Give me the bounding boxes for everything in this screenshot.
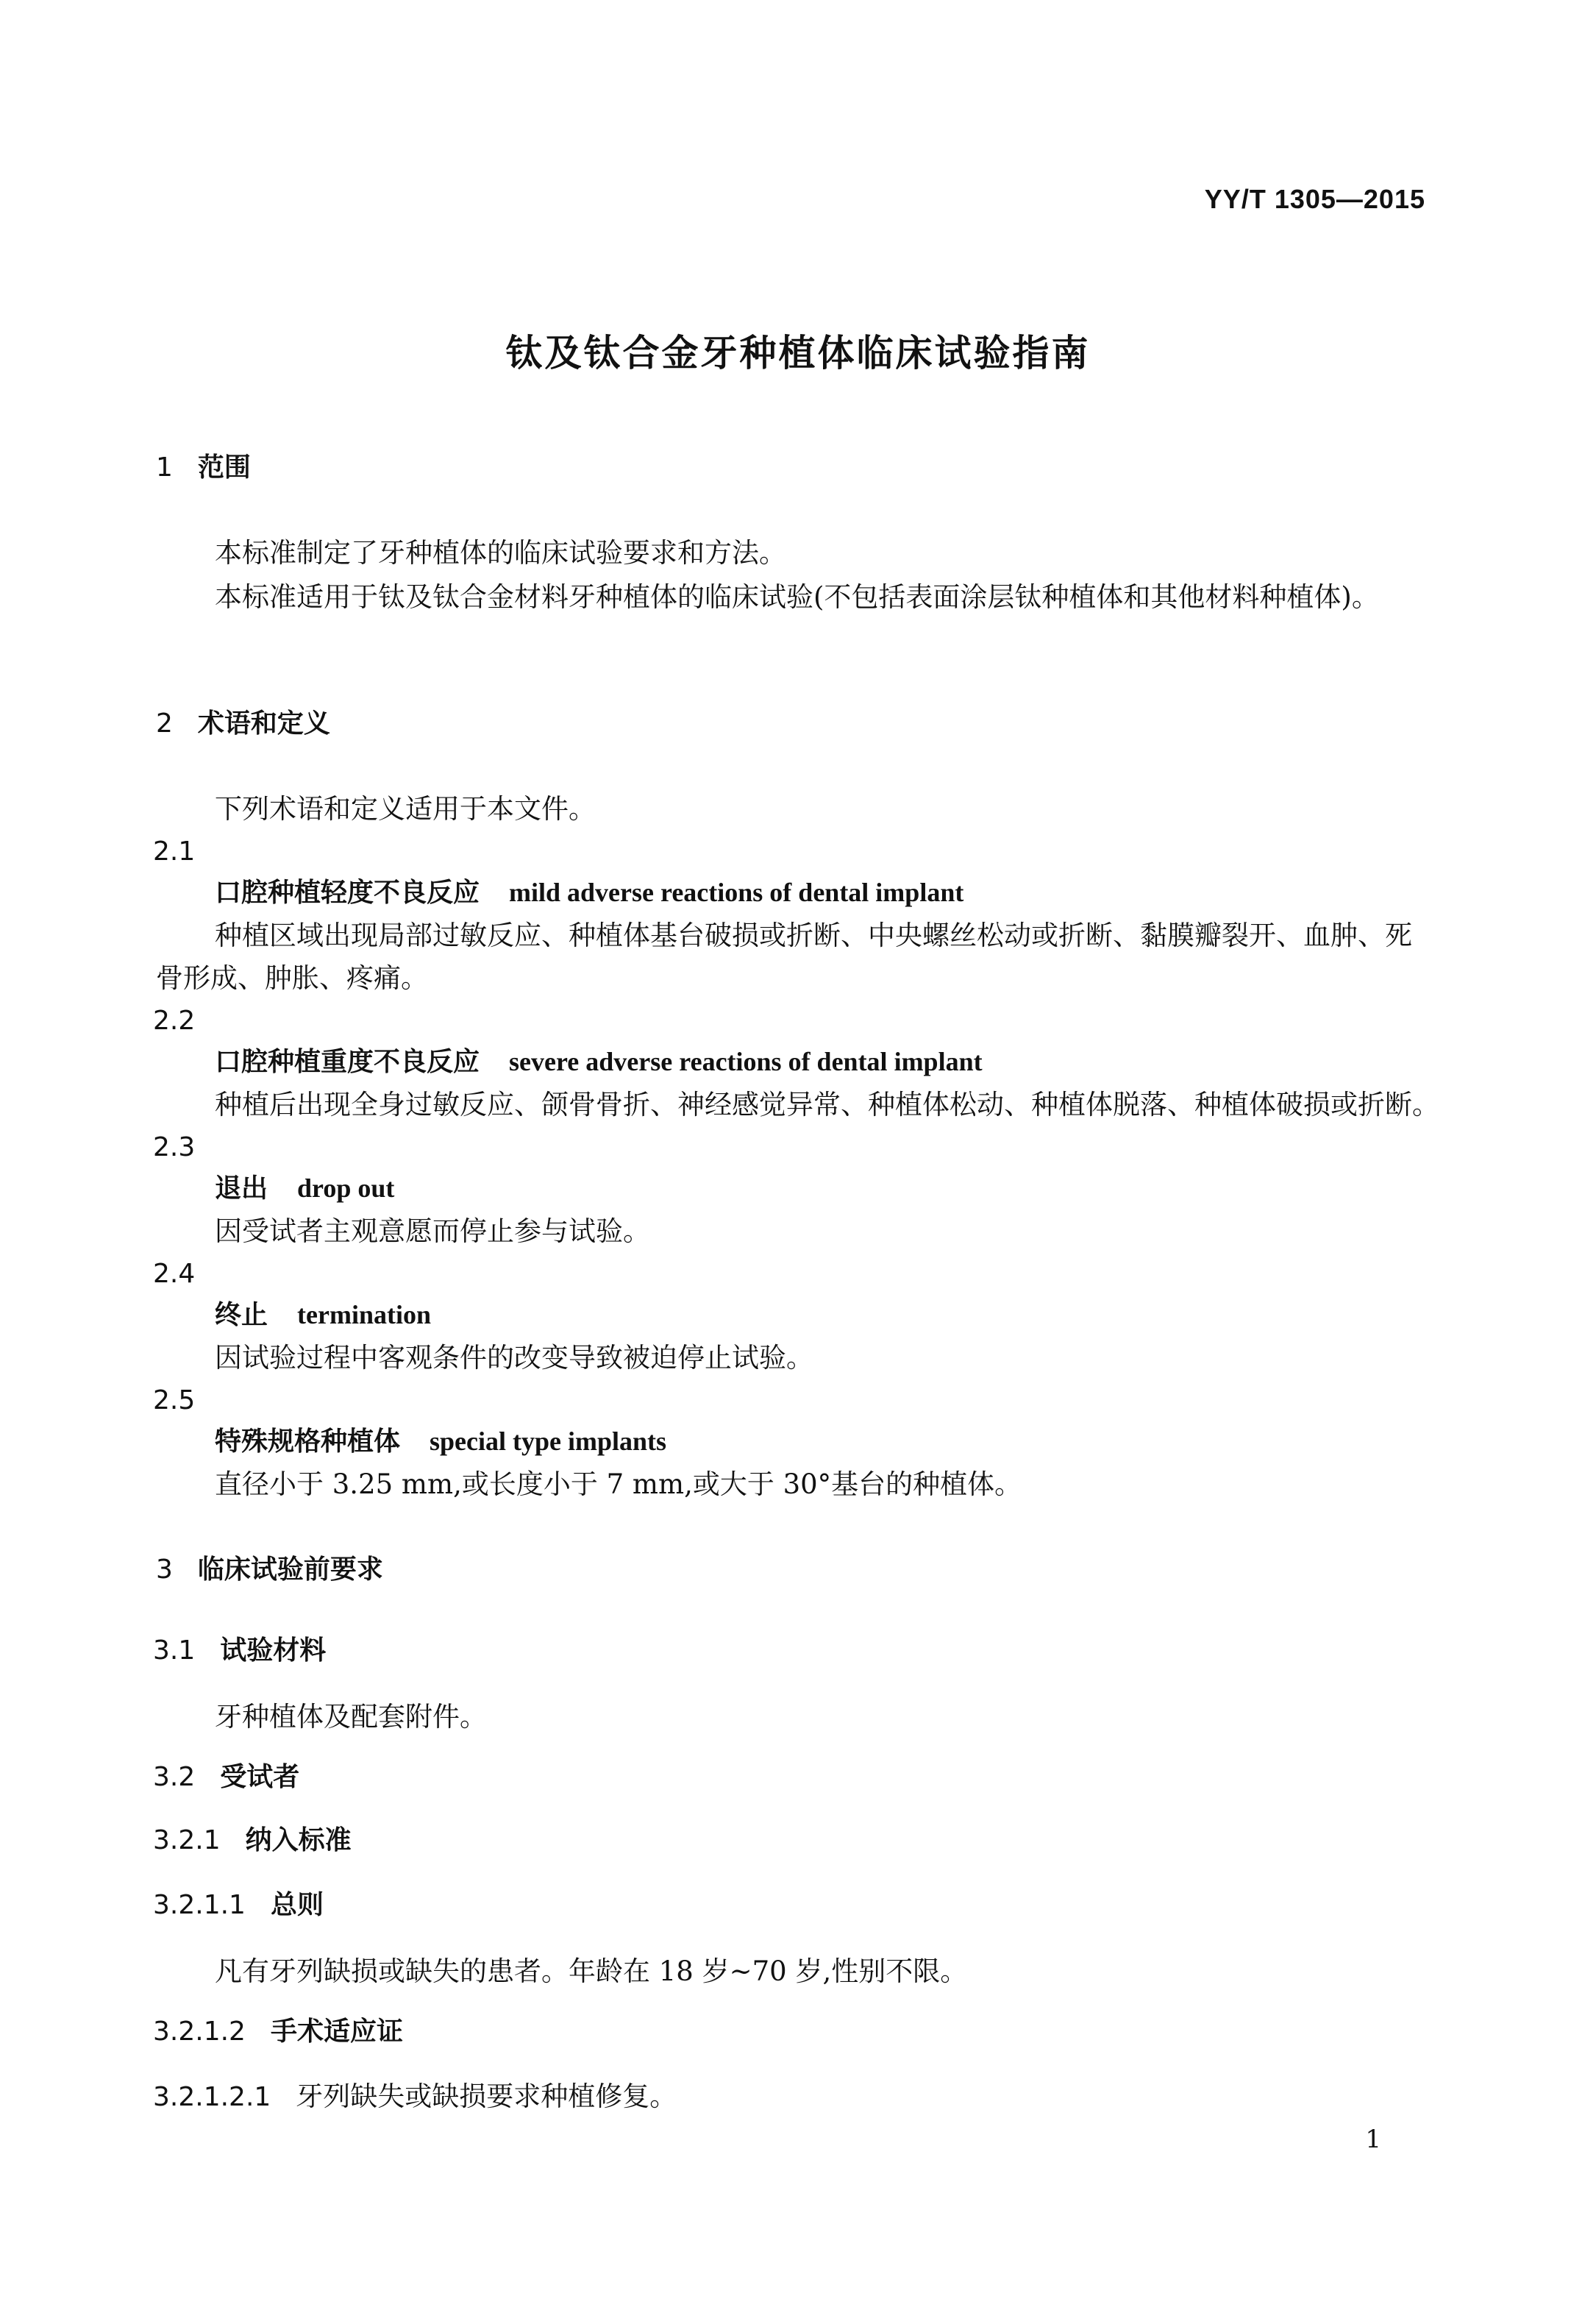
subsection-heading (153, 1761, 299, 1793)
term-definition: 直径小于 3.25 mm,或长度小于 7 mm,或大于 30°基台的种植体。 (215, 1468, 1022, 1500)
term-definition: 骨形成、肿胀、疼痛。 (156, 962, 428, 994)
section-title: 术语和定义 (197, 708, 330, 739)
term-english: mild adverse reactions of dental implant (509, 878, 964, 907)
section-number: 1 (156, 452, 173, 483)
paragraph: 凡有牙列缺损或缺失的患者。年龄在 18 岁~70 岁,性别不限。 (215, 1955, 968, 1987)
page-number: 1 (1365, 2125, 1381, 2154)
section-title: 范围 (197, 452, 251, 483)
term-definition: 种植区域出现局部过敏反应、种植体基台破损或折断、中央螺丝松动或折断、黏膜瓣裂开、血肿、死 (215, 920, 1412, 951)
term-chinese: 特殊规格种植体 (215, 1426, 401, 1457)
subsection-number: 3.2.1.1 (153, 1890, 246, 1920)
standard-code: YY/T 1305—2015 (1204, 184, 1425, 214)
term-entry (215, 1426, 666, 1457)
paragraph: 牙种植体及配套附件。 (215, 1701, 487, 1733)
section-title: 临床试验前要求 (197, 1555, 383, 1585)
clause-3-2-1-2-1 (153, 2081, 677, 2113)
term-entry (215, 1046, 983, 1078)
clause-number: 2.5 (153, 1385, 196, 1415)
section-1-heading (156, 452, 251, 483)
term-chinese: 口腔种植重度不良反应 (215, 1047, 480, 1077)
term-chinese: 终止 (215, 1300, 268, 1330)
section-2-heading (156, 708, 330, 739)
term-english: severe adverse reactions of dental implant (509, 1047, 983, 1076)
subsection-heading (153, 1889, 324, 1921)
subsection-title: 纳入标准 (245, 1825, 352, 1855)
term-entry (215, 1173, 394, 1204)
paragraph: 下列术语和定义适用于本文件。 (215, 793, 596, 825)
paragraph: 本标准适用于钛及钛合金材料牙种植体的临床试验(不包括表面涂层钛种植体和其他材料种植体)。 (215, 581, 1379, 613)
subsection-number: 3.2 (153, 1762, 196, 1792)
subsection-title: 手术适应证 (270, 2017, 403, 2047)
term-definition: 种植后出现全身过敏反应、颌骨骨折、神经感觉异常、种植体松动、种植体脱落、种植体破损或折断。 (215, 1089, 1439, 1120)
subsection-number: 3.2.1 (153, 1825, 221, 1855)
clause-text: 牙列缺失或缺损要求种植修复。 (296, 2081, 677, 2112)
term-chinese: 口腔种植轻度不良反应 (215, 878, 480, 908)
term-definition: 因受试者主观意愿而停止参与试验。 (215, 1215, 650, 1247)
subsection-title: 总则 (270, 1890, 324, 1920)
term-english: special type implants (430, 1426, 667, 1456)
term-english: termination (297, 1300, 431, 1329)
subsection-heading (153, 1825, 352, 1856)
subsection-title: 受试者 (220, 1762, 300, 1792)
subsection-title: 试验材料 (220, 1635, 327, 1666)
section-number: 3 (156, 1555, 173, 1585)
subsection-number: 3.1 (153, 1635, 196, 1666)
term-english: drop out (297, 1173, 395, 1203)
clause-number: 2.1 (153, 836, 196, 867)
term-chinese: 退出 (215, 1173, 268, 1204)
term-entry (215, 877, 963, 909)
document-title: 钛及钛合金牙种植体临床试验指南 (505, 332, 1091, 374)
clause-number: 3.2.1.2.1 (153, 2082, 271, 2112)
clause-number: 2.2 (153, 1006, 196, 1036)
subsection-number: 3.2.1.2 (153, 2017, 246, 2047)
section-3-heading (156, 1554, 383, 1585)
term-definition: 因试验过程中客观条件的改变导致被迫停止试验。 (215, 1342, 813, 1374)
term-entry (215, 1299, 431, 1331)
section-number: 2 (156, 708, 173, 739)
subsection-heading (153, 2016, 403, 2047)
clause-number: 2.3 (153, 1132, 196, 1162)
clause-number: 2.4 (153, 1259, 196, 1289)
subsection-heading (153, 1635, 326, 1666)
paragraph: 本标准制定了牙种植体的临床试验要求和方法。 (215, 537, 786, 569)
